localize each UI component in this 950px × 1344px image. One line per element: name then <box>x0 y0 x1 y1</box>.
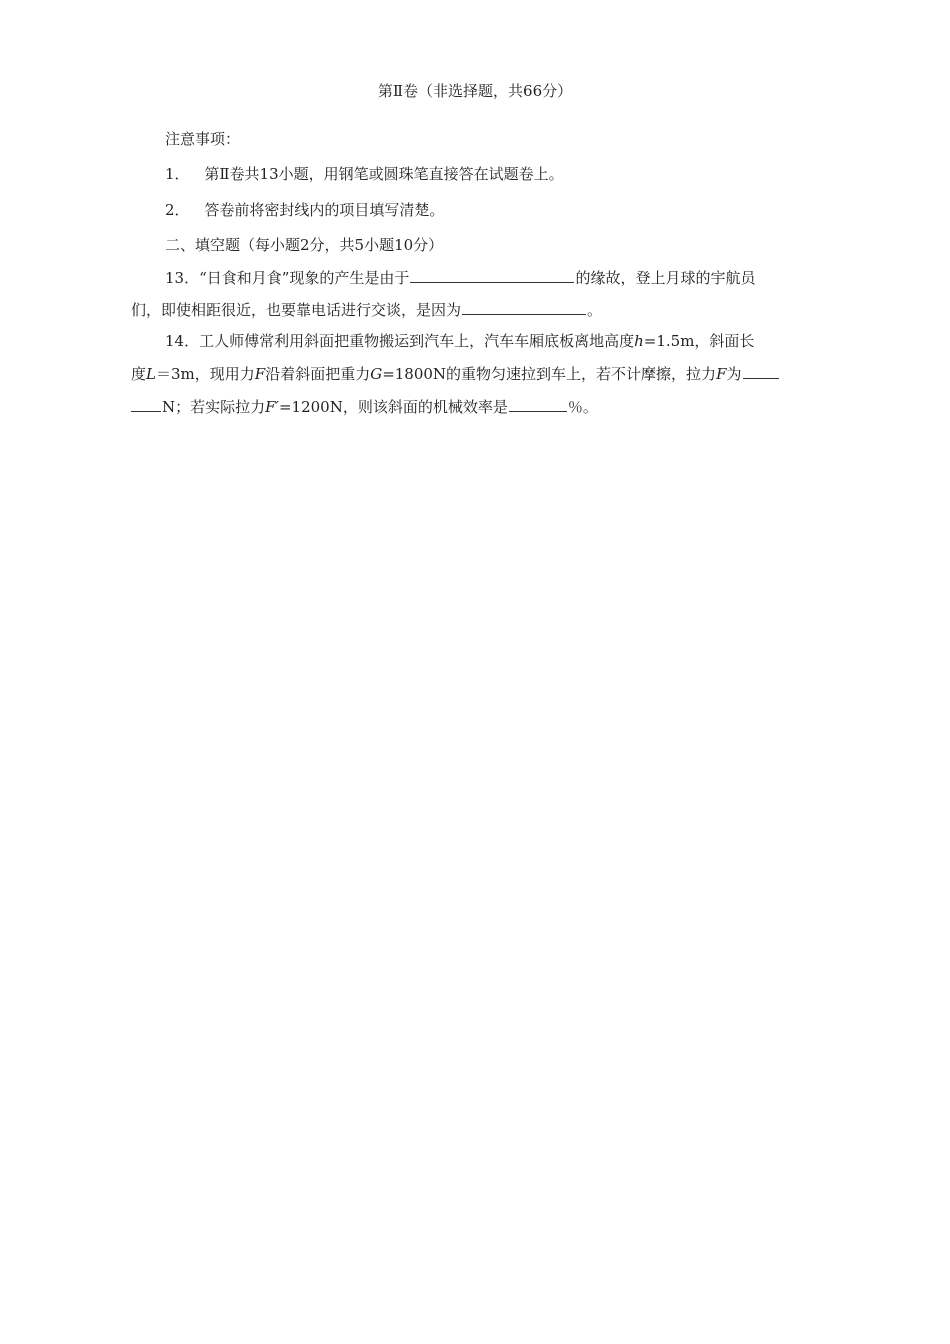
answer-blank[interactable] <box>462 298 586 315</box>
question-text: 。 <box>587 301 603 319</box>
question-14-line-2 <box>131 362 780 385</box>
question-14-line-3 <box>131 395 598 418</box>
question-13-line-1 <box>165 266 755 289</box>
note-text: 第Ⅱ卷共13小题，用钢笔或圆珠笔直接答在试题卷上。 <box>204 165 564 183</box>
variable-G: G <box>370 365 383 383</box>
part-heading: 二、填空题（每小题2分，共5小题10分） <box>165 236 444 254</box>
question-text: 13．“日食和月食”现象的产生是由于 <box>165 269 410 287</box>
answer-blank[interactable] <box>743 362 779 379</box>
variable-F: F <box>716 365 727 383</box>
question-text: 们，即使相距很近，也要靠电话进行交谈，是因为 <box>131 301 462 319</box>
note-item-1 <box>165 163 564 185</box>
question-text: ％。 <box>567 398 598 416</box>
question-text: ＝3m，现用力 <box>155 365 255 383</box>
question-text: N；若实际拉力 <box>162 398 266 416</box>
question-text: 沿着斜面把重力 <box>265 365 371 383</box>
question-text: 度 <box>131 365 147 383</box>
question-text: 14．工人师傅常利用斜面把重物搬运到汽车上，汽车车厢底板离地高度 <box>165 332 635 350</box>
variable-h: h <box>634 332 644 350</box>
section-title: 第Ⅱ卷（非选择题，共66分） <box>377 82 573 100</box>
variable-F-prime: F′ <box>265 398 279 416</box>
note-number: 1． <box>165 165 190 183</box>
notes-heading: 注意事项： <box>165 130 241 148</box>
note-item-2 <box>165 199 444 221</box>
variable-L: L <box>146 365 156 383</box>
question-text: 为 <box>726 365 742 383</box>
answer-blank[interactable] <box>131 395 161 412</box>
question-text: =1800N的重物匀速拉到车上，若不计摩擦，拉力 <box>382 365 717 383</box>
note-number: 2． <box>165 201 190 219</box>
note-text: 答卷前将密封线内的项目填写清楚。 <box>204 201 445 219</box>
question-text: 的缘故，登上月球的宇航员 <box>575 269 756 287</box>
question-text: =1.5m，斜面长 <box>643 332 755 350</box>
question-13-line-2 <box>131 298 602 321</box>
question-14-line-1 <box>165 330 754 352</box>
variable-F: F <box>254 365 266 383</box>
question-text: =1200N，则该斜面的机械效率是 <box>278 398 508 416</box>
answer-blank[interactable] <box>509 395 567 412</box>
answer-blank[interactable] <box>410 266 574 283</box>
